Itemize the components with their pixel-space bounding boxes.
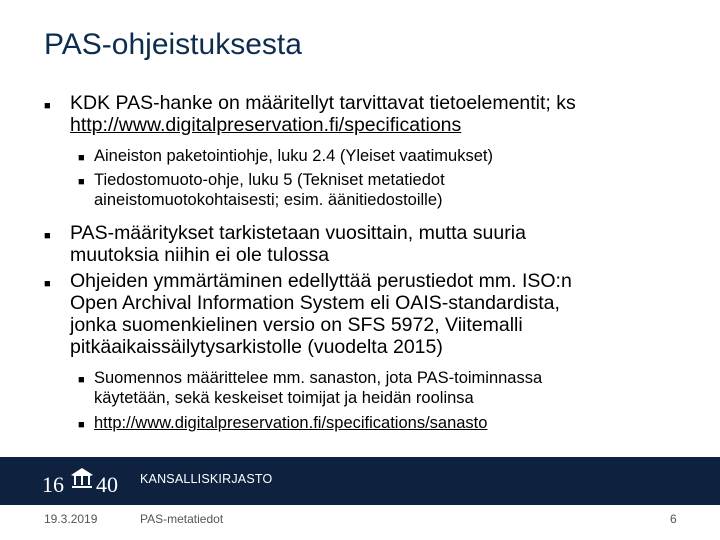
bullet-2-line-1: PAS-määritykset tarkistetaan vuosittain, mutta suuria — [70, 222, 526, 244]
sub-bullet-4 — [44, 413, 704, 433]
sanasto-link[interactable]: http://www.digitalpreservation.fi/specifications/sanasto — [94, 414, 488, 432]
sub-bullet-3-line-2: käytetään, sekä keskeiset toimijat ja heidän roolinsa — [94, 389, 474, 407]
bullet-2-line-2: muutoksia niihin ei ole tulossa — [70, 244, 330, 266]
bullet-3-line-1: Ohjeiden ymmärtäminen edellyttää perustiedot mm. ISO:n — [70, 270, 572, 292]
square-bullet-icon: ■ — [44, 230, 51, 242]
svg-text:16: 16 — [42, 472, 64, 497]
sub-bullet-2-line-2: aineistomuotokohtaisesti; esim. äänitiedostoille) — [94, 191, 443, 209]
footer-topic: PAS-metatiedot — [140, 512, 224, 526]
sub-bullet-3 — [44, 368, 704, 408]
bullet-1 — [44, 92, 704, 136]
footer-date: 19.3.2019 — [44, 512, 98, 526]
bullet-1-text: KDK PAS-hanke on määritellyt tarvittavat tietoelementit; ks — [70, 92, 576, 114]
square-bullet-icon: ■ — [44, 100, 51, 112]
sub-bullet-1-text: Aineiston paketointiohje, luku 2.4 (Yleiset vaatimukset) — [94, 147, 493, 165]
square-bullet-icon: ■ — [78, 152, 85, 164]
sub-bullet-1 — [44, 146, 704, 166]
bullet-3 — [44, 270, 704, 358]
sub-bullet-2 — [44, 170, 704, 210]
bullet-3-line-2: Open Archival Information System eli OAIS-standardista, — [70, 292, 560, 314]
slide-title: PAS-ohjeistuksesta — [44, 28, 302, 61]
square-bullet-icon: ■ — [78, 419, 85, 431]
slide-content — [44, 92, 704, 433]
square-bullet-icon: ■ — [78, 374, 85, 386]
bullet-3-line-4: pitkäaikaissäilytysarkistolle (vuodelta 2015) — [70, 336, 443, 358]
org-name: KANSALLISKIRJASTO — [140, 472, 273, 486]
square-bullet-icon: ■ — [78, 176, 85, 188]
logo-emblem-icon — [40, 465, 128, 499]
sub-bullet-2-line-1: Tiedostomuoto-ohje, luku 5 (Tekniset metatiedot — [94, 171, 445, 189]
bullet-3-line-3: jonka suomenkielinen versio on SFS 5972, Viitemalli — [70, 314, 523, 336]
bullet-2 — [44, 222, 704, 266]
footer-band — [0, 457, 720, 505]
sub-bullet-3-line-1: Suomennos määrittelee mm. sanaston, jota PAS-toiminnassa — [94, 369, 543, 387]
specifications-link[interactable]: http://www.digitalpreservation.fi/specifications — [70, 114, 462, 136]
svg-text:40: 40 — [96, 472, 118, 497]
square-bullet-icon: ■ — [44, 278, 51, 290]
page-number: 6 — [670, 512, 677, 526]
kansalliskirjasto-logo — [40, 465, 128, 499]
